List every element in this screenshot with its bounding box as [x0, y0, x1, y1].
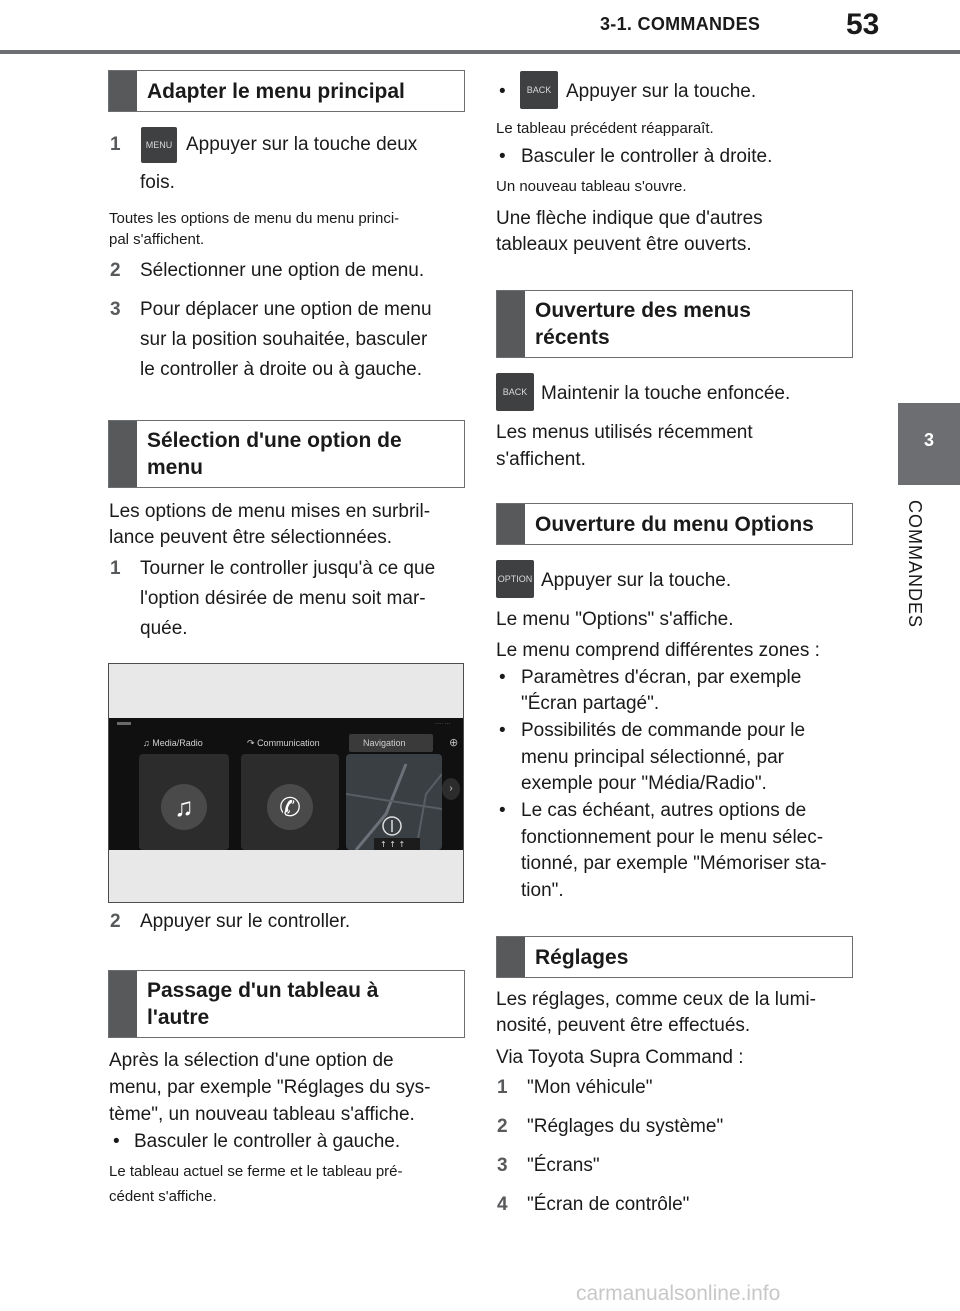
instruction-text: Maintenir la touche enfoncée.: [541, 383, 791, 404]
section-title: 3-1. COMMANDES: [600, 14, 761, 34]
step-3-text: Pour déplacer une option de menu: [140, 299, 432, 320]
chapter-number: 3: [923, 430, 934, 450]
step-1: 1: [110, 558, 121, 579]
tab-communication: ↷ Communication: [247, 738, 320, 748]
bullet-dot: •: [499, 800, 506, 821]
bullet-text: "Écran partagé".: [521, 693, 660, 714]
bullet-text: Basculer le controller à gauche.: [134, 1131, 401, 1152]
section-title-selection: Sélection d'une option de menu: [147, 429, 402, 479]
step-1: [110, 131, 121, 158]
list-number: 3: [497, 1155, 508, 1176]
section-header-selection: [108, 420, 465, 488]
paragraph: Les options de menu mises en surbril-: [109, 501, 431, 522]
paragraph: lance peuvent être sélectionnées.: [109, 527, 393, 548]
tile-media: [139, 754, 229, 850]
paragraph: Les réglages, comme ceux de la lumi-: [496, 989, 816, 1010]
step-1-text: Tourner le controller jusqu'à ce que: [140, 558, 436, 579]
section-title-reglages: Réglages: [535, 945, 629, 969]
bullet-text: tionné, par exemple "Mémoriser sta-: [521, 853, 827, 874]
list-item: "Écran de contrôle": [527, 1194, 690, 1215]
paragraph: Les menus utilisés récemment: [496, 422, 753, 443]
paragraph: tème", un nouveau tableau s'affiche.: [109, 1104, 415, 1125]
bullet-text: exemple pour "Média/Radio".: [521, 773, 767, 794]
tile-navigation-map: [346, 754, 442, 850]
tile-communication: [241, 754, 339, 850]
section-header-reglages: [496, 936, 853, 978]
note-line: cédent s'affiche.: [109, 1188, 217, 1205]
instruction-text: Appuyer sur la touche.: [541, 570, 732, 591]
step-1-text: Appuyer sur la touche deux: [186, 134, 418, 155]
section-bar: [109, 71, 137, 111]
status-dots: ···· ···: [435, 721, 451, 727]
phone-icon: ✆: [267, 784, 313, 830]
paragraph: tableaux peuvent être ouverts.: [496, 234, 752, 255]
paragraph: s'affichent.: [496, 449, 586, 470]
paragraph: Le menu comprend différentes zones :: [496, 640, 820, 661]
note-line: Toutes les options de menu du menu princi-: [109, 210, 400, 227]
step-2-text: Sélectionner une option de menu.: [140, 260, 425, 281]
bullet-text: fonctionnement pour le menu sélec-: [521, 827, 824, 848]
note-line: Un nouveau tableau s'ouvre.: [496, 178, 687, 195]
section-bar: [497, 937, 525, 977]
paragraph: Après la sélection d'une option de: [109, 1050, 394, 1071]
list-number: 4: [497, 1194, 508, 1215]
globe-icon: ⊕: [449, 737, 459, 749]
step-3: 3: [110, 299, 121, 320]
note-line: Le tableau précédent réapparaît.: [496, 120, 714, 137]
paragraph: menu, par exemple "Réglages du sys-: [109, 1077, 431, 1098]
step-number: 1: [110, 134, 121, 155]
bullet-text: Basculer le controller à droite.: [521, 146, 773, 167]
paragraph: Via Toyota Supra Command :: [496, 1047, 744, 1068]
section-bar: [109, 421, 137, 487]
note-line: Le tableau actuel se ferme et le tableau pré-: [109, 1163, 403, 1180]
section-bar: [497, 291, 525, 357]
back-key-icon: BACK: [520, 71, 558, 109]
bullet-dot: •: [499, 146, 506, 167]
chapter-label: COMMANDES: [905, 500, 925, 629]
phone-icon: ↷: [247, 738, 255, 748]
bullet-dot: •: [499, 720, 506, 741]
section-title-adapter: Adapter le menu principal: [147, 79, 405, 103]
list-item: "Écrans": [527, 1155, 600, 1176]
section-title-recents: Ouverture des menus récents: [535, 299, 751, 349]
section-title-passage: Passage d'un tableau à l'autre: [147, 979, 379, 1029]
bullet-dot: •: [499, 81, 506, 102]
control-display: [109, 718, 463, 850]
section-header-options: [496, 503, 853, 545]
note-line: pal s'affichent.: [109, 231, 205, 248]
step-2-text: Appuyer sur le controller.: [140, 911, 351, 932]
header-rule: [0, 50, 960, 54]
bullet-text: tion".: [521, 880, 564, 901]
paragraph: Une flèche indique que d'autres: [496, 208, 763, 229]
option-key-icon: OPTION: [496, 560, 534, 598]
screen-illustration: [108, 663, 464, 903]
back-key-icon: BACK: [496, 373, 534, 411]
list-number: 2: [497, 1116, 508, 1137]
bullet-text: menu principal sélectionné, par: [521, 747, 784, 768]
paragraph: nosité, peuvent être effectués.: [496, 1015, 751, 1036]
music-icon: ♫: [161, 784, 207, 830]
bullet-text: Paramètres d'écran, par exemple: [521, 667, 802, 688]
section-header-adapter: [108, 70, 465, 112]
list-item: "Réglages du système": [527, 1116, 724, 1137]
section-bar: [109, 971, 137, 1037]
music-note-icon: ♫: [143, 738, 150, 748]
section-header-passage: [108, 970, 465, 1038]
bullet-dot: •: [499, 667, 506, 688]
bullet-dot: •: [113, 1131, 120, 1152]
step-2: 2: [110, 260, 121, 281]
section-title-options: Ouverture du menu Options: [535, 512, 814, 536]
menu-key-icon: MENU: [141, 127, 177, 163]
tab-media-radio: ♫ Media/Radio: [143, 738, 203, 748]
section-bar: [497, 504, 525, 544]
svg-text:↑ ↑ ↑: ↑ ↑ ↑: [380, 840, 406, 849]
watermark: carmanualsonline.info: [576, 1282, 781, 1305]
section-header-recents: [496, 290, 853, 358]
chevron-right-icon: ›: [442, 778, 460, 800]
bullet-text: Possibilités de commande pour le: [521, 720, 806, 741]
list-number: 1: [497, 1077, 508, 1098]
page-number: 53: [846, 8, 880, 41]
step-1-text: l'option désirée de menu soit mar-: [140, 588, 426, 609]
bullet-text: Appuyer sur la touche.: [566, 81, 757, 102]
map-graphic: [346, 754, 442, 850]
status-indicator: [117, 722, 131, 725]
bullet-text: Le cas échéant, autres options de: [521, 800, 807, 821]
step-1-text-cont: fois.: [140, 172, 175, 193]
paragraph: Le menu "Options" s'affiche.: [496, 609, 734, 630]
step-3-text: le controller à droite ou à gauche.: [140, 359, 423, 380]
tab-navigation: Navigation: [363, 738, 406, 748]
step-3-text: sur la position souhaitée, basculer: [140, 329, 428, 350]
list-item: "Mon véhicule": [527, 1077, 653, 1098]
step-1-text: quée.: [140, 618, 188, 639]
step-2: 2: [110, 911, 121, 932]
